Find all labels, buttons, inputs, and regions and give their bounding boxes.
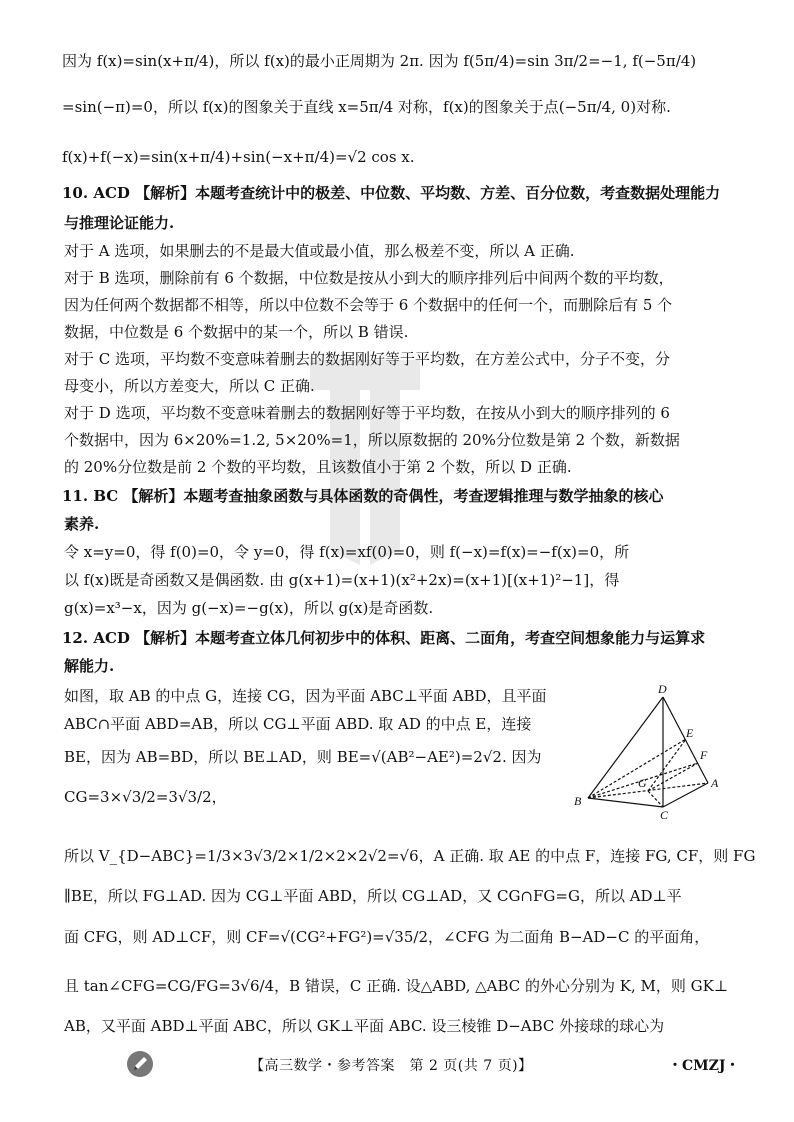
diagram-label: B — [574, 794, 582, 808]
pencil-icon — [126, 1050, 154, 1078]
text-line: 令 x=y=0，得 f(0)=0，令 y=0，得 f(x)=xf(0)=0，则 f(−x)=f(x)=−f(x)=0，所 — [64, 543, 630, 561]
text-line: 对于 B 选项，删除前有 6 个数据，中位数是按从小到大的顺序排列后中间两个数的平均数， — [64, 269, 674, 287]
text-line: 所以 V_{D−ABC}=1/3×3√3/2×1/2×2×2√2=√6，A 正确. 取 AE 的中点 F，连接 FG, CF，则 FG — [64, 847, 756, 865]
text-line: 因为 f(x)=sin(x+π/4)，所以 f(x)的最小正周期为 2π. 因为 f(5π/4)=sin 3π/2=−1, f(−5π/4) — [62, 52, 697, 70]
text-line: 对于 D 选项，平均数不变意味着删去的数据刚好等于平均数，在按从小到大的顺序排列的 6 — [64, 404, 670, 422]
text-line: BE，因为 AB=BD，所以 BE⊥AD，则 BE=√(AB²−AE²)=2√2. 因为 — [64, 748, 542, 766]
text-line: 数据，中位数是 6 个数据中的某一个，所以 B 错误. — [64, 323, 409, 341]
text-line: ABC∩平面 ABD=AB，所以 CG⊥平面 ABD. 取 AD 的中点 E，连接 — [64, 715, 532, 733]
diagram-label: A — [711, 776, 719, 790]
text-line: 素养. — [64, 515, 100, 533]
text-line: g(x)=x³−x，因为 g(−x)=−g(x)，所以 g(x)是奇函数. — [64, 599, 434, 617]
question-10-heading: 10. ACD 【解析】本题考查统计中的极差、中位数、平均数、方差、百分位数，考查数据处理能力 — [62, 184, 721, 202]
text-line: AB，又平面 ABD⊥平面 ABC，所以 GK⊥平面 ABC. 设三棱锥 D−ABC 外接球的球心为 — [64, 1017, 665, 1035]
text-line: CG=3×√3/2=3√3/2， — [64, 788, 227, 806]
diagram-label: F — [700, 748, 708, 762]
text-line: 对于 A 选项，如果删去的不是最大值或最小值，那么极差不变，所以 A 正确. — [64, 242, 575, 260]
text-line: 因为任何两个数据都不相等，所以中位数不会等于 6 个数据中的任何一个，而删除后有 5 个 — [64, 296, 673, 314]
text-line: 解能力. — [64, 657, 115, 675]
text-line: 面 CFG，则 AD⊥CF，则 CF=√(CG²+FG²)=√35/2，∠CFG 为二面角 B−AD−C 的平面角， — [64, 928, 710, 946]
text-line: 的 20%分位数是前 2 个数的平均数，且该数值小于第 2 个数，所以 D 正确. — [64, 458, 572, 476]
text-line: ∥BE，所以 FG⊥AD. 因为 CG⊥平面 ABD，所以 CG⊥AD，又 CG∩FG=G，所以 AD⊥平 — [64, 887, 682, 905]
footer-code: ・CMZJ・ — [668, 1058, 740, 1074]
tetrahedron-diagram — [568, 683, 733, 823]
text-line: 如图，取 AB 的中点 G，连接 CG，因为平面 ABC⊥平面 ABD，且平面 — [64, 687, 547, 705]
footer-text: 【高三数学・参考答案 第 2 页(共 7 页)】 — [250, 1058, 533, 1074]
diagram-label: D — [658, 683, 667, 696]
question-12-heading: 12. ACD 【解析】本题考查立体几何初步中的体积、距离、二面角，考查空间想象能力与运算求 — [62, 629, 706, 647]
text-line: 以 f(x)既是奇函数又是偶函数. 由 g(x+1)=(x+1)(x²+2x)=(x+1)[(x+1)²−1]，得 — [64, 571, 620, 589]
diagram-label: C — [660, 808, 669, 822]
diagram-label: E — [686, 726, 694, 740]
diagram-label: G — [638, 776, 647, 790]
text-line: 个数据中，因为 6×20%=1.2, 5×20%=1，所以原数据的 20%分位数是第 2 个数，新数据 — [64, 431, 680, 449]
text-line: f(x)+f(−x)=sin(x+π/4)+sin(−x+π/4)=√2 cos x. — [62, 148, 415, 166]
question-11-heading: 11. BC 【解析】本题考查抽象函数与具体函数的奇偶性，考查逻辑推理与数学抽象的核心 — [62, 487, 664, 505]
text-line: =sin(−π)=0，所以 f(x)的图象关于直线 x=5π/4 对称，f(x)的图象关于点(−5π/4, 0)对称. — [62, 98, 671, 116]
text-line: 母变小，所以方差变大，所以 C 正确. — [64, 377, 315, 395]
text-line: 且 tan∠CFG=CG/FG=3√6/4，B 错误，C 正确. 设△ABD, △ABC 的外心分别为 K, M，则 GK⊥ — [64, 977, 728, 995]
text-line: 与推理论证能力. — [64, 214, 175, 232]
text-line: 对于 C 选项，平均数不变意味着删去的数据刚好等于平均数，在方差公式中，分子不变，分 — [64, 350, 671, 368]
